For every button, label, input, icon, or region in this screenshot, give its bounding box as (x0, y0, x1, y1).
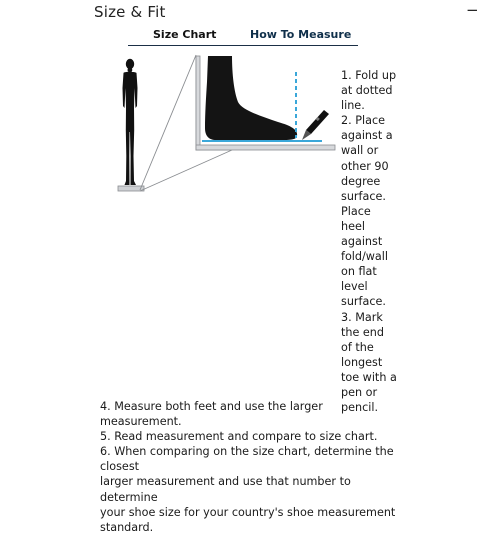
instruction-line: your shoe size for your country's shoe measurement (100, 505, 396, 519)
tab-how-to-measure[interactable]: How To Measure (250, 28, 352, 41)
instruction-line: on flat (341, 265, 377, 279)
instruction-line: the end (341, 325, 384, 339)
pen-icon (302, 110, 329, 140)
measure-illustration (110, 52, 340, 200)
instruction-line: heel (341, 219, 365, 233)
instruction-line: line. (341, 99, 365, 113)
instruction-line: other 90 (341, 159, 389, 173)
instruction-line: pen or (341, 385, 378, 399)
instruction-line: of the (341, 340, 374, 354)
instruction-line: 1. Fold up (341, 69, 397, 82)
instruction-line: 3. Mark (341, 310, 383, 324)
person-silhouette-icon (123, 59, 138, 185)
instruction-line: at dotted (341, 84, 393, 98)
section-title: Size & Fit (94, 3, 166, 21)
instruction-line: toe with a (341, 370, 397, 384)
collapse-icon[interactable]: − (466, 1, 479, 19)
instruction-line: 2. Place (341, 114, 385, 128)
instruction-line: against a (341, 129, 393, 143)
instruction-line: wall or (341, 144, 379, 158)
instructions-side (341, 68, 401, 415)
instructions-bottom (100, 399, 400, 535)
instruction-line: against (341, 235, 383, 249)
foot-icon (205, 56, 297, 140)
instruction-line: fold/wall (341, 250, 388, 264)
floor-line (118, 186, 144, 191)
instruction-line: 6. When comparing on the size chart, determine the closest (100, 445, 394, 474)
instruction-line: longest (341, 355, 383, 369)
tab-underline (128, 45, 358, 46)
instruction-line: degree (341, 174, 381, 188)
tab-bar (128, 28, 358, 48)
instruction-line: larger measurement and use that number to determine (100, 475, 351, 504)
instruction-line: 5. Read measurement and compare to size chart. (100, 430, 378, 444)
instruction-line: pencil. (341, 401, 378, 415)
instruction-line: surface. (341, 295, 386, 309)
instruction-line: standard. (100, 520, 154, 534)
instruction-line: surface. (341, 189, 386, 203)
instruction-line: 4. Measure both feet and use the larger measurement. (100, 400, 323, 429)
tab-size-chart[interactable]: Size Chart (153, 28, 217, 41)
instruction-line: Place (341, 204, 371, 218)
instruction-line: level (341, 280, 368, 294)
